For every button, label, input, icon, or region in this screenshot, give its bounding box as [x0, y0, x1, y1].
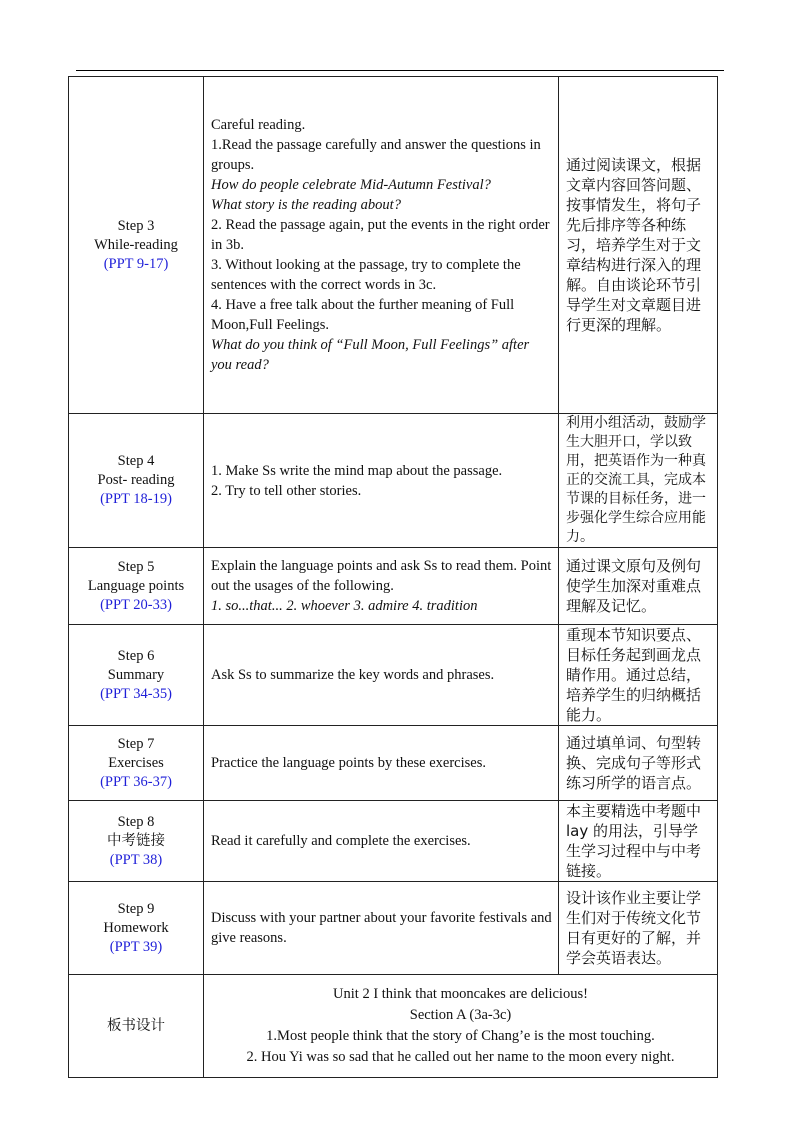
step-name: Language points: [87, 577, 185, 594]
table-row: [69, 548, 718, 625]
activity-line: 1. so...that... 2. whoever 3. admire 4. tradition: [211, 598, 478, 614]
activity-line: Read it carefully and complete the exercises.: [211, 833, 471, 849]
table-row: [69, 77, 718, 414]
activity-line: 1.Read the passage carefully and answer the questions in groups.: [211, 137, 541, 173]
activity-cell: [204, 726, 559, 801]
table-row: [69, 975, 718, 1078]
activity-line: Explain the language points and ask Ss to read them. Point out the usages of the following.: [211, 558, 552, 594]
board-subtitle: Section A (3a-3c): [409, 1007, 512, 1023]
step-cell: [69, 548, 204, 625]
board-title: Unit 2 I think that mooncakes are delicious!: [333, 986, 588, 1002]
step-cell: [69, 801, 204, 882]
step-name: Post- reading: [97, 472, 175, 488]
activity-cell: [204, 882, 559, 975]
activity-line: 3. Without looking at the passage, try to complete the sentences with the correct words in 3c.: [211, 257, 521, 293]
activity-line: Discuss with your partner about your favorite festivals and give reasons.: [211, 910, 552, 946]
step-name: Homework: [103, 919, 169, 936]
step-name: 中考链接: [107, 832, 165, 849]
activity-cell: [204, 414, 559, 548]
activity-line: 2. Try to tell other stories.: [211, 482, 362, 499]
board-sentence: 2. Hou Yi was so sad that he called out her name to the moon every night.: [246, 1049, 675, 1065]
activity-line: 2. Read the passage again, put the events in the right order in 3b.: [211, 217, 550, 253]
table-row: [69, 625, 718, 726]
activity-line: Careful reading.: [211, 117, 306, 133]
step-name: Exercises: [108, 754, 164, 771]
activity-line: What story is the reading about?: [211, 197, 401, 213]
purpose-cell: 重现本节知识要点、目标任务起到画龙点睛作用。通过总结，培养学生的归纳概括能力。: [559, 625, 718, 726]
activity-cell: [204, 77, 559, 414]
ppt-range: (PPT 20-33): [100, 596, 172, 613]
ppt-range: (PPT 38): [109, 851, 163, 868]
purpose-cell: 通过填单词、句型转换、完成句子等形式练习所学的语言点。: [559, 726, 718, 801]
step-cell: [69, 414, 204, 548]
table-row: [69, 882, 718, 975]
ppt-range: (PPT 36-37): [100, 773, 172, 790]
step-number: Step 8: [117, 813, 155, 830]
step-cell: [69, 882, 204, 975]
step-number: Step 3: [117, 217, 155, 234]
activity-line: 1. Make Ss write the mind map about the passage.: [211, 462, 503, 479]
activity-line: How do people celebrate Mid-Autumn Festival?: [211, 177, 491, 193]
activity-line: What do you think of “Full Moon, Full Feelings” after you read?: [211, 337, 530, 373]
board-sentence: 1.Most people think that the story of Chang’e is the most touching.: [266, 1028, 655, 1044]
ppt-range: (PPT 9-17): [103, 255, 169, 272]
table-row: [69, 801, 718, 882]
step-cell: [69, 77, 204, 414]
activity-cell: [204, 801, 559, 882]
activity-line: Practice the language points by these exercises.: [211, 755, 486, 771]
activity-cell: [204, 548, 559, 625]
lesson-plan-table: [68, 76, 718, 1078]
step-number: Step 6: [117, 647, 155, 664]
purpose-cell: 通过阅读课文，根据文章内容回答问题、按事情发生，将句子先后排序等各种练习，培养学生对于文章结构进行深入的理解。自由谈论环节引导学生对文章题目进行更深的理解。: [559, 77, 718, 414]
step-name: While-reading: [94, 236, 178, 253]
step-number: Step 9: [117, 900, 155, 917]
board-cell: [204, 975, 718, 1078]
activity-line: Ask Ss to summarize the key words and phrases.: [211, 667, 495, 683]
table-row: [69, 726, 718, 801]
ppt-range: (PPT 39): [109, 938, 163, 955]
step-number: Step 7: [117, 735, 155, 752]
step-number: Step 4: [117, 453, 155, 469]
step-number: Step 5: [117, 558, 155, 575]
board-label: 板书设计: [69, 975, 204, 1078]
ppt-range: (PPT 34-35): [100, 685, 172, 702]
step-cell: [69, 726, 204, 801]
header-rule: [76, 70, 724, 71]
purpose-cell: 本主要精选中考题中 lay 的用法，引导学生学习过程中与中考链接。: [559, 801, 718, 882]
activity-cell: [204, 625, 559, 726]
step-cell: [69, 625, 204, 726]
step-name: Summary: [107, 666, 165, 683]
table-row: [69, 414, 718, 548]
ppt-range: (PPT 18-19): [100, 491, 172, 507]
purpose-cell: 设计该作业主要让学生们对于传统文化节日有更好的了解，并学会英语表达。: [559, 882, 718, 975]
activity-line: 4. Have a free talk about the further meaning of Full Moon,Full Feelings.: [211, 297, 515, 333]
purpose-cell: 通过课文原句及例句使学生加深对重难点理解及记忆。: [559, 548, 718, 625]
purpose-cell: 利用小组活动，鼓励学生大胆开口，学以致用，把英语作为一种真正的交流工具，完成本节课的目标任务，进一步强化学生综合应用能力。: [559, 414, 718, 548]
